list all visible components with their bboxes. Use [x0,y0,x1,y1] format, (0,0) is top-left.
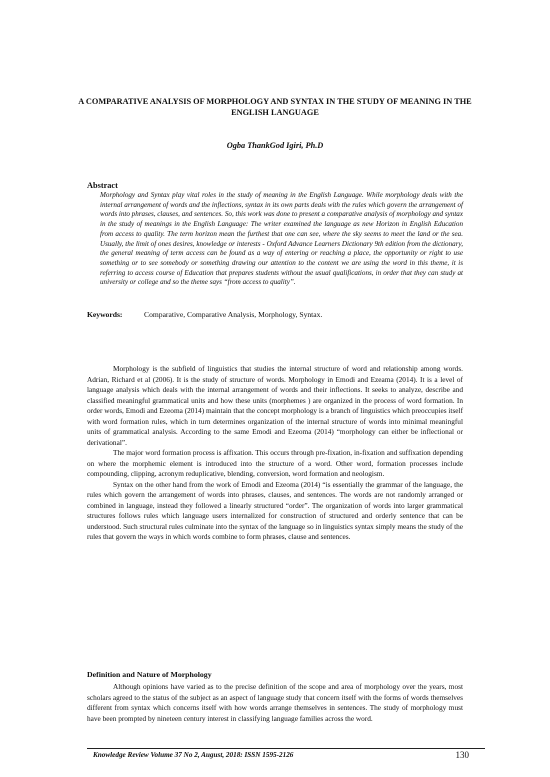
body-paragraph: Syntax on the other hand from the work of Emodi and Ezeoma (2014) “is essentially the grammar of the language, the rules which govern the arrangement of words into phrases, clauses, and sentences. The words are not randomly arranged or combined in language, instead they followed a linearly structured “order”. The organization of words into larger grammatical structures follows rules which language users internalized for construction of structured and orderly sentence that can be understood. Such structural rules culminate into the syntax of the language so in linguistics syntax simply means the study of the rules that govern the ways in which words combine to form phrases, clause and sentences. [87,479,463,541]
journal-citation: Knowledge Review Volume 37 No 2, August, 2018: ISSN 1595-2126 [93,751,294,759]
abstract-heading: Abstract [87,181,118,190]
section-paragraph: Although opinions have varied as to the precise definition of the scope and area of morphology over the years, most scholars agreed to the status of the subject as an aspect of language study that concern itself with the forms of words themselves different from syntax which concerns itself with how words arrange themselves in sentences. The study of morphology must have been prompted by nineteen century interest in classifying language families across the word. [87,682,463,723]
footer-divider [87,748,485,749]
body-paragraph: The major word formation process is affixation. This occurs through pre-fixation, in-fixation and suffixation depending on where the morphemic element is introduced into the structure of a word. Other word, formation processes include compounding, clipping, acronym reduplicative, blending, conversion, word formation and neologism. [87,448,463,478]
paper-title: A COMPARATIVE ANALYSIS OF MORPHOLOGY AND SYNTAX IN THE STUDY OF MEANING IN THE ENGLISH LANGUAGE [78,97,472,117]
page-number: 130 [455,750,469,760]
keywords-line [87,310,322,319]
author-name: Ogba ThankGod Igiri, Ph.D [226,141,324,150]
body-paragraph: Morphology is the subfield of linguistics that studies the internal structure of word and relationship among words. Adrian, Richard et al (2006). It is the study of structure of words. Morphology in Emodi and Ezeama (2014). It is a level of language analysis which deals with the internal arrangement of words and their inflections. It seeks to analyze, describe and classified meaningful grammatical units and how these units (morphemes ) are organized in the process of word formation. In order words, Emodi and Ezeoma (2014) maintain that the concept morphology is a branch of linguistics which preoccupies itself with word formation rules, which in turn determines organization of the internal structure of words into minimal meaningful units of grammatical analysis. According to the same Emodi and Ezeoma (2014) “morphology can either be inflectional or derivational”. [87,364,463,447]
abstract-text: Morphology and Syntax play vital roles in the study of meaning in the English Language. While morphology deals with the internal arrangement of words and the inflections, syntax in its own parts deals with the rules which govern the arrangement of words into phrases, clauses, and sentences. So, this work was done to present a comparative analysis of morphology and syntax in the study of meanings in the English Language: The writer examined the language as new Horizon in English Education from access to quality. The term horizon mean the furthest that one can see, where the sky seems to meet the land or the sea. Usually, the limit of ones desires, knowledge or interests - Oxford Advance Learners Dictionary 9th edition from the dictionary, the general meaning of term access can be found as a way of entering or reaching a place, the opportunity or right to use something or to see somebody or something drawing our attention to the content we are using the word in this theme, it is referring to access course of Education that prepares students without the usual qualifications, in order that they can study at university or college and so the theme says “from access to quality”. [100,191,464,287]
keywords-text: Comparative, Comparative Analysis, Morphology, Syntax. [144,310,323,319]
body-text [87,364,463,543]
keywords-label: Keywords: [87,310,123,319]
section-body [87,682,463,724]
section-heading: Definition and Nature of Morphology [87,670,212,679]
